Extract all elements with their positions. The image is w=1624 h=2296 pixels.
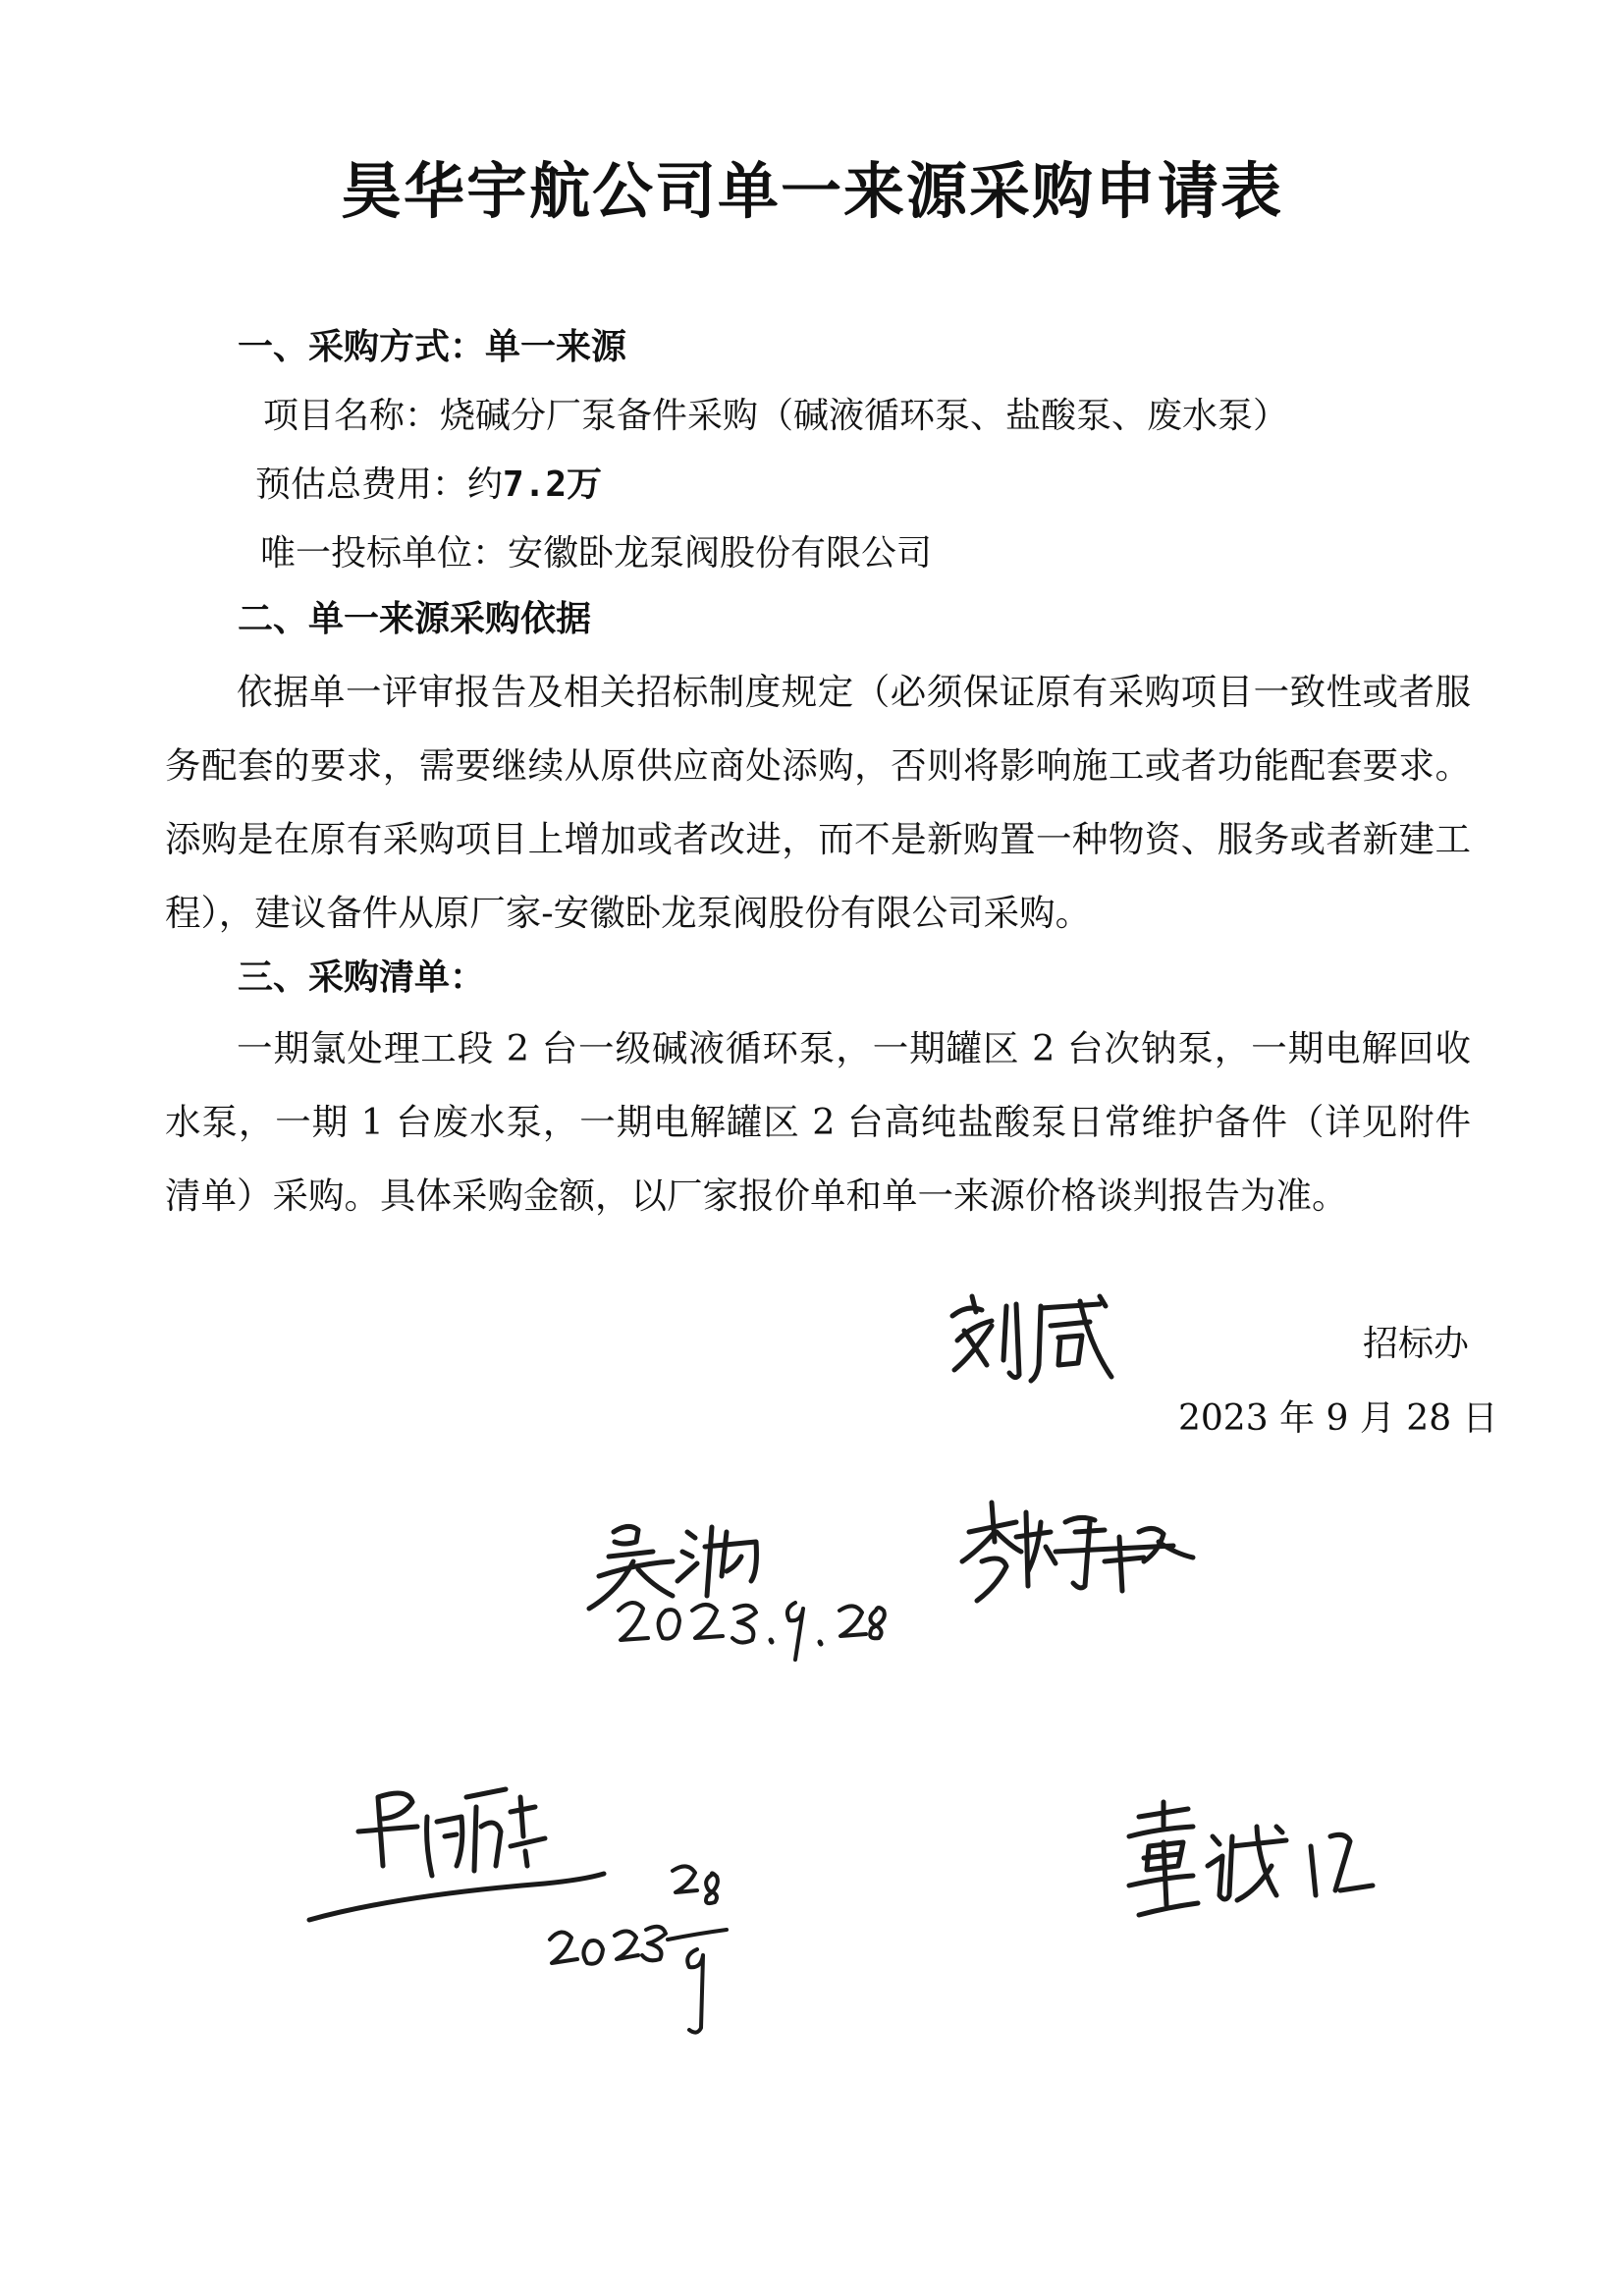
document-title: 昊华宇航公司单一来源采购申请表	[340, 155, 1283, 227]
signature-2-date	[609, 1581, 903, 1669]
document-date: 2023 年 9 月 28 日	[1178, 1398, 1498, 1439]
project-value: 烧碱分厂泵备件采购（碱液循环泵、盐酸泵、废水泵）	[440, 396, 1289, 436]
section3-body: 一期氯处理工段 2 台一级碱液循环泵，一期罐区 2 台次钠泵，一期电解回收水泵，一期 1 台废水泵，一期电解罐区 2 台高纯盐酸泵日常维护备件（详见附件清单）采购。具体采购金额，以厂家报价单和单一来源价格谈判报告为准。	[165, 1027, 1471, 1217]
cost-label: 预估总费用：约	[255, 465, 504, 505]
signature-5	[1110, 1797, 1404, 1935]
signature-3	[957, 1493, 1203, 1611]
section1-heading: 一、采购方式：单一来源	[238, 327, 627, 367]
estimated-cost-line	[255, 457, 602, 507]
bidder-label: 唯一投标单位：	[260, 533, 509, 574]
section2-heading: 二、单一来源采购依据	[238, 599, 592, 639]
signature-4-date	[540, 1861, 766, 2057]
signature-1	[943, 1286, 1119, 1394]
cost-value: 7.2万	[503, 465, 603, 505]
section3-heading: 三、采购清单：	[238, 957, 486, 998]
section2-body: 依据单一评审报告及相关招标制度规定（必须保证原有采购项目一致性或者服务配套的要求，需要继续从原供应商处添购，否则将影响施工或者功能配套要求。添购是在原有采购项目上增加或者改进，而不是新购置一种物资、服务或者新建工程），建议备件从原厂家-安徽卧龙泵阀股份有限公司采购。	[165, 671, 1471, 934]
project-name-line	[263, 388, 1288, 438]
department-label: 招标办	[1363, 1324, 1470, 1364]
sole-bidder-line	[260, 525, 932, 575]
project-label: 项目名称：	[263, 396, 441, 436]
bidder-value: 安徽卧龙泵阀股份有限公司	[508, 533, 933, 574]
